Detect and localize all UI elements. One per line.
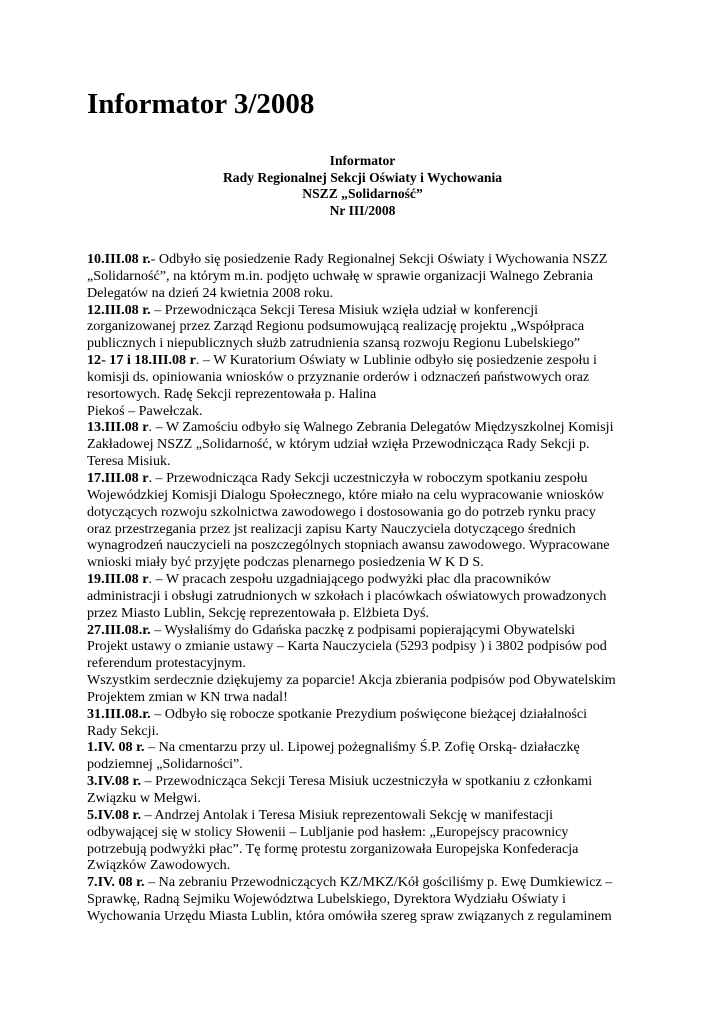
text-line <box>87 622 647 639</box>
entry-date: 31.III.08.r. <box>87 705 151 722</box>
line-text: . – Przewodnicząca Rady Sekcji uczestniczyła w roboczym spotkaniu zespołu <box>148 469 588 486</box>
text-line <box>87 285 647 302</box>
line-text: publicznych i niepublicznych służb zatrudnienia szansą rozwoju Regionu Lubelskiego” <box>87 335 581 352</box>
line-text: Teresa Misiuk. <box>87 453 171 470</box>
entry-date: 12.III.08 r. <box>87 301 151 318</box>
text-line <box>87 588 647 605</box>
line-text: – Odbyło się robocze spotkanie Prezydium poświęcone bieżącej działalności <box>150 705 588 722</box>
line-text: „Solidarność”, na którym m.in. podjęto uchwałę w sprawie organizacji Walnego Zebrania <box>87 267 593 284</box>
entry-date: 19.III.08 r <box>87 571 149 588</box>
line-text: oraz przestrzegania przez jst realizacji zapisu Karty Nauczyciela dotyczącego średnich <box>87 520 576 537</box>
text-line <box>87 318 647 335</box>
text-line <box>87 521 647 538</box>
text-line <box>87 739 647 756</box>
text-line <box>87 504 647 521</box>
text-line <box>87 672 647 689</box>
line-text: – Wysłaliśmy do Gdańska paczkę z podpisami popierającymi Obywatelski <box>150 621 576 638</box>
entry-date: 17.III.08 r <box>87 469 149 486</box>
text-line <box>87 571 647 588</box>
text-line <box>87 857 647 874</box>
line-text: administracji i obsługi zatrudnionych w szkołach i placówkach oświatowych prowadzonych <box>87 587 607 604</box>
line-text: Projekt ustawy o zmianie ustawy – Karta Nauczyciela (5293 podpisy ) i 3802 podpisów pod <box>87 638 607 655</box>
line-text: Projektem zmian w KN trwa nadal! <box>87 688 288 705</box>
line-text: potrzebują podwyżki płac”. Tę formę protestu zorganizowała Europejska Konfederacja <box>87 840 579 857</box>
header-line: Nr III/2008 <box>329 203 396 219</box>
entry-date: 10.III.08 r. <box>87 251 151 267</box>
line-text: Piekoś – Pawełczak. <box>87 402 203 419</box>
line-text: – Andrzej Antolak i Teresa Misiuk reprezentowali Sekcję w manifestacji <box>141 806 554 823</box>
text-line <box>87 487 647 504</box>
text-line <box>87 807 647 824</box>
line-text: Rady Sekcji. <box>87 722 160 739</box>
line-text: – Na cmentarzu przy ul. Lipowej pożegnaliśmy Ś.P. Zofię Orską- działaczkę <box>144 739 580 756</box>
text-line <box>87 655 647 672</box>
document-body <box>87 251 647 925</box>
text-line <box>87 723 647 740</box>
text-line <box>87 908 647 925</box>
document-title: Informator 3/2008 <box>87 88 315 120</box>
text-line <box>87 689 647 706</box>
text-line <box>87 386 647 403</box>
line-text: Wojewódzkiej Komisji Dialogu Społecznego, które miało na celu wypracowanie wniosków <box>87 486 605 503</box>
line-text: – Na zebraniu Przewodniczących KZ/MKZ/Kół gościliśmy p. Ewę Dumkiewicz – <box>144 874 613 891</box>
line-text: komisji ds. opiniowania wniosków o przyznanie orderów i odznaczeń państwowych oraz <box>87 368 590 385</box>
line-text: wnioski miały być przyjęte podczas plenarnego posiedzenia W K D S. <box>87 554 484 571</box>
line-text: Sprawkę, Radną Sejmiku Województwa Lubelskiego, Dyrektora Wydziału Oświaty i <box>87 891 566 908</box>
line-text: Wszystkim serdecznie dziękujemy za poparcie! Akcja zbierania podpisów pod Obywatelskim <box>87 672 616 689</box>
text-line <box>87 841 647 858</box>
line-text: przez Miasto Lublin, Sekcję reprezentowała p. Elżbieta Dyś. <box>87 604 430 621</box>
text-line <box>87 302 647 319</box>
text-line <box>87 268 647 285</box>
text-line <box>87 790 647 807</box>
text-line <box>87 251 647 268</box>
text-line <box>87 773 647 790</box>
text-line <box>87 335 647 352</box>
text-line <box>87 605 647 622</box>
line-text: zorganizowanej przez Zarząd Regionu podsumowującą realizację projektu „Współpraca <box>87 318 585 335</box>
line-text: dotyczących rozwoju szkolnictwa zawodowego i dostosowania go do potrzeb rynku pracy <box>87 503 596 520</box>
line-text: odbywającej się w stolicy Słowenii – Lubljanie pod hasłem: „Europejscy pracownicy <box>87 823 569 840</box>
line-text: . – W Zamościu odbyło się Walnego Zebrania Delegatów Międzyszkolnej Komisji <box>148 419 614 436</box>
header-line: Informator <box>329 153 396 168</box>
entry-date: 13.III.08 r <box>87 419 149 436</box>
text-line <box>87 403 647 420</box>
text-line <box>87 638 647 655</box>
text-line <box>87 824 647 841</box>
line-text: – Przewodnicząca Sekcji Teresa Misiuk uczestniczyła w spotkaniu z członkami <box>141 773 593 790</box>
line-text: podziemnej „Solidarności”. <box>87 756 243 773</box>
newsletter-header <box>87 153 638 220</box>
line-text: Wychowania Urzędu Miasta Lublin, która omówiła szereg spraw związanych z regulaminem <box>87 907 612 924</box>
line-text: wynagrodzeń nauczycieli na poszczególnych stopniach awansu zawodowego. Wypracowane <box>87 537 610 554</box>
line-text: resortowych. Radę Sekcji reprezentowała p. Halina <box>87 385 377 402</box>
entry-date: 27.III.08.r. <box>87 621 151 638</box>
line-text: Zakładowej NSZZ „Solidarność, w którym udział wzięła Przewodnicząca Rady Sekcji p. <box>87 436 590 453</box>
text-line <box>87 419 647 436</box>
entry-date: 5.IV.08 r. <box>87 806 142 823</box>
header-line: Rady Regionalnej Sekcji Oświaty i Wychowania <box>222 169 503 185</box>
line-text: Delegatów na dzień 24 kwietnia 2008 roku. <box>87 284 334 301</box>
text-line <box>87 706 647 723</box>
entry-date: 7.IV. 08 r. <box>87 874 145 891</box>
entry-date: 1.IV. 08 r. <box>87 739 145 756</box>
text-line <box>87 554 647 571</box>
line-text: . – W Kuratorium Oświaty w Lublinie odbyło się posiedzenie zespołu i <box>195 352 597 369</box>
line-text: – Przewodnicząca Sekcji Teresa Misiuk wzięła udział w konferencji <box>150 301 539 318</box>
text-line <box>87 369 647 386</box>
header-line: NSZZ „Solidarność” <box>302 186 423 202</box>
text-line <box>87 874 647 891</box>
text-line <box>87 891 647 908</box>
text-line <box>87 537 647 554</box>
line-text: referendum protestacyjnym. <box>87 655 246 672</box>
line-text: Związku w Mełgwi. <box>87 790 201 806</box>
line-text: . – W pracach zespołu uzgadniającego podwyżki płac dla pracowników <box>148 571 552 588</box>
text-line <box>87 352 647 369</box>
text-line <box>87 453 647 470</box>
entry-date: 12- 17 i 18.III.08 r <box>87 352 196 369</box>
entry-date: 3.IV.08 r. <box>87 773 142 790</box>
line-text: Związków Zawodowych. <box>87 857 231 874</box>
text-line <box>87 436 647 453</box>
text-line <box>87 756 647 773</box>
line-text: - Odbyło się posiedzenie Rady Regionalnej Sekcji Oświaty i Wychowania NSZZ <box>150 251 608 267</box>
text-line <box>87 470 647 487</box>
